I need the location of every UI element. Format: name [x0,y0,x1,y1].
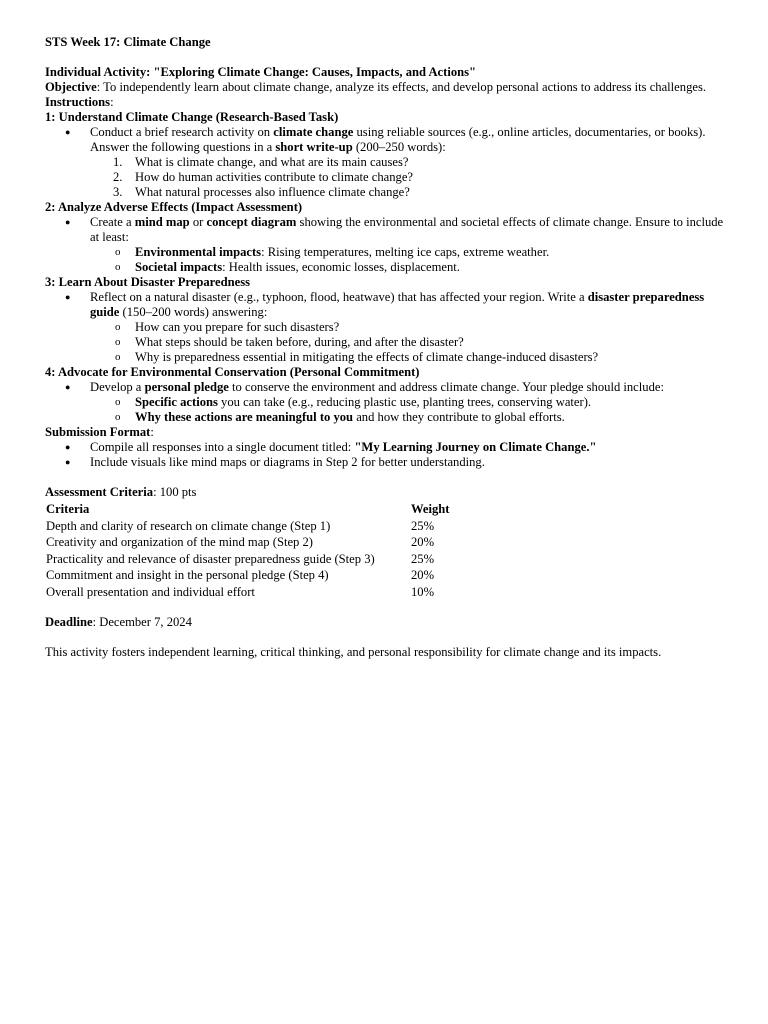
assessment-table [45,501,451,600]
table-row [45,567,451,584]
document-page [45,35,730,660]
bullet-marker: ● [65,217,71,227]
step2-subitem: o Societal impacts: Health issues, economic losses, displacement. [115,260,460,274]
objective-paragraph: Objective: To independently learn about climate change, analyze its effects, and develop personal actions to address its challenges. [45,80,707,94]
bullet-marker: ● [65,127,71,137]
step3-subitem: o How can you prepare for such disasters? [115,320,340,334]
column-header-criteria: Criteria [46,502,90,516]
closing-paragraph: This activity fosters independent learning, critical thinking, and personal responsibility for climate change and its impacts. [45,645,662,659]
weight-cell: 20% [411,535,435,549]
bullet-marker: ● [65,457,71,467]
activity-title: Individual Activity: "Exploring Climate Change: Causes, Impacts, and Actions" [45,65,477,79]
step1-question: 1. What is climate change, and what are its main causes? [113,155,409,169]
step1-question: 2. How do human activities contribute to climate change? [113,170,414,184]
table-row [45,584,451,601]
criteria-cell: Commitment and insight in the personal pledge (Step 4) [46,568,329,582]
criteria-cell: Practicality and relevance of disaster preparedness guide (Step 3) [46,551,375,566]
bullet-marker: ● [65,292,71,302]
bullet-marker: ● [65,382,71,392]
criteria-cell: Depth and clarity of research on climate change (Step 1) [46,518,331,533]
criteria-cell: Overall presentation and individual effort [46,584,255,599]
step3-subitem: o Why is preparedness essential in mitigating the effects of climate change-induced disasters? [115,350,599,364]
table-row [45,518,451,535]
step4-heading: 4: Advocate for Environmental Conservation (Personal Commitment) [45,365,420,379]
step2-heading: 2: Analyze Adverse Effects (Impact Assessment) [45,200,303,214]
step1-heading: 1: Understand Climate Change (Research-Based Task) [45,110,339,124]
weight-cell: 10% [411,584,435,599]
deadline: Deadline: December 7, 2024 [45,615,192,629]
step4-bullet: ● Develop a personal pledge to conserve the environment and address climate change. Your pledge should include: [65,380,664,394]
step2-bullet: ● Create a mind map or concept diagram showing the environmental and societal effects of climate change. Ensure to include at least: [65,215,724,244]
step3-bullet: ● Reflect on a natural disaster (e.g., typhoon, flood, heatwave) that has affected your region. Write a disaster preparedness guide (150–200 words) answering: [65,290,705,319]
weight-cell: 25% [411,518,435,533]
step1-question: 3. What natural processes also influence climate change? [113,185,410,199]
step4-subitem: o Why these actions are meaningful to you and how they contribute to global efforts. [115,410,565,424]
document-title: STS Week 17: Climate Change [45,35,211,49]
column-header-weight: Weight [411,502,450,516]
step1-bullet: ● Conduct a brief research activity on climate change using reliable sources (e.g., online articles, documentaries, or books). Answer the following questions in a short write-up (200–250 words): [65,125,706,154]
step2-subitem: o Environmental impacts: Rising temperatures, melting ice caps, extreme weather. [115,245,550,259]
weight-cell: 20% [411,568,435,582]
table-header-row [45,501,451,518]
table-row [45,551,451,568]
step3-heading: 3: Learn About Disaster Preparedness [45,275,250,289]
step4-subitem: o Specific actions you can take (e.g., reducing plastic use, planting trees, conserving water). [115,395,592,409]
submission-heading: Submission Format: [45,425,154,439]
table-row [45,534,451,551]
weight-cell: 25% [411,551,435,566]
instructions-label: Instructions: [45,95,114,109]
bullet-marker: ● [65,442,71,452]
submission-bullet: ● Compile all responses into a single document titled: "My Learning Journey on Climate Change." [65,440,597,454]
submission-bullet: ● Include visuals like mind maps or diagrams in Step 2 for better understanding. [65,455,485,469]
criteria-cell: Creativity and organization of the mind map (Step 2) [46,535,313,549]
assessment-heading: Assessment Criteria: 100 pts [45,485,197,499]
step3-subitem: o What steps should be taken before, during, and after the disaster? [115,335,464,349]
